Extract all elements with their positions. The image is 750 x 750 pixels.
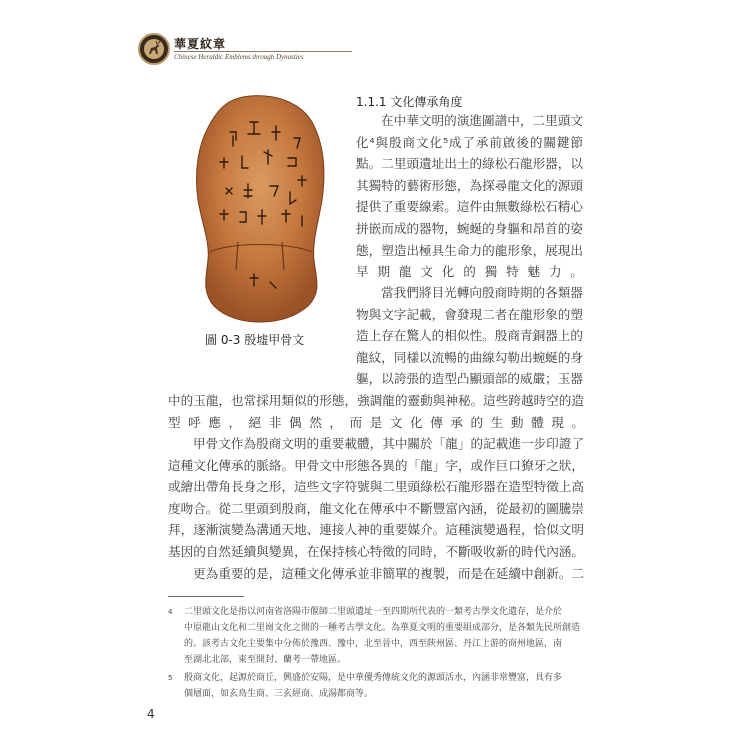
text-line: 提供了重要線索。這件由無數綠松石精心	[356, 199, 583, 215]
text-line: 在中華文明的演進圖譜中，二里頭文	[381, 113, 583, 128]
paragraph-2	[356, 282, 583, 390]
footnote-line: 至湖北北部，東至開封、蘭考一帶地區。	[184, 655, 347, 665]
footnote-line: 中原龍山文化和二里崗文化之間的一種考古學文化。為華夏文明的重要組成部分，是各類先民所創造	[184, 623, 581, 633]
text-line: 點。二里頭遺址出土的綠松石龍形器，以	[356, 156, 583, 172]
paragraph-2-continued	[168, 390, 584, 433]
text-line: 軀，以誇張的造型凸顯頭部的威嚴；玉器	[356, 371, 583, 387]
text-line: 中的玉龍，也常採用類似的形態，強調龍的靈動與神秘。這些跨越時空的造	[168, 393, 584, 408]
text-line: 更為重要的是，這種文化傳承並非簡單的複製，而是在延續中創新。二	[193, 566, 584, 581]
header-subtitle: Chinese Heraldic Emblems through Dynasties	[174, 53, 304, 61]
text-line: 或繪出帶角長身之形，這些文字符號與二里頭綠松石龍形器在造型特徵上高	[168, 479, 584, 495]
paragraph-1	[356, 110, 583, 283]
section-heading: 1.1.1 文化傳承角度	[356, 95, 463, 109]
text-line: 其獨特的藝術形態，為探尋龍文化的源頭	[356, 177, 583, 193]
text-line: 型呼應，絕非偶然，而是文化傳承的生動體現。	[168, 414, 584, 430]
deer-emblem-icon	[138, 33, 170, 65]
text-line: 造上存在驚人的相似性。殷商青銅器上的	[356, 328, 583, 344]
running-header	[138, 33, 328, 69]
text-line: 化⁴與殷商文化⁵成了承前啟後的關鍵節	[356, 134, 583, 150]
footnote-line: 個層面，如玄鳥生商、三玄經商、成湯都商等。	[184, 689, 374, 699]
text-line: 拼嵌而成的器物，蜿蜒的身軀和昂首的姿	[356, 220, 583, 236]
text-line: 態，塑造出極具生命力的龍形象，展現出	[356, 242, 583, 258]
footnote-rule	[168, 596, 244, 597]
text-line: 拜，逐漸演變為溝通天地、連接人神的重要媒介。這種演變過程，恰似文明	[168, 522, 584, 538]
figure-caption: 圖 0-3 殷墟甲骨文	[205, 333, 305, 347]
text-line: 當我們將目光轉向殷商時期的各類器	[381, 285, 583, 300]
footnote-line: 二里頭文化是指以河南省洛陽市偃師二里頭遺址一至四期所代表的一類考古學文化遺存，是介於	[184, 607, 563, 617]
footnote-number: 5	[168, 674, 173, 682]
header-title: 華夏紋章	[174, 37, 227, 51]
oracle-bone-image	[190, 92, 330, 324]
footnote-line: 的。該考古文化主要集中分佈於豫西、豫中，北至晉中，西至陝州區、丹江上游的商州地區，南	[184, 639, 563, 649]
text-line: 物與文字記載，會發現二者在龍形象的塑	[356, 306, 583, 322]
text-line: 度吻合。從二里頭到殷商，龍文化在傳承中不斷豐富內涵，從最初的圖騰崇	[168, 500, 584, 516]
page-number: 4	[147, 707, 155, 721]
footnote-number: 4	[168, 608, 173, 616]
paragraph-3	[168, 433, 584, 563]
header-divider	[174, 51, 352, 52]
text-line: 早期龍文化的獨特魅力。	[356, 264, 583, 280]
paragraph-4	[168, 563, 584, 585]
text-line: 基因的自然延續與變異，在保持核心特徵的同時，不斷吸收新的時代內涵。	[168, 543, 584, 559]
text-line: 這種文化傳承的脈絡。甲骨文中形態各異的「龍」字，或作巨口獠牙之狀，	[168, 457, 584, 473]
text-line: 甲骨文作為殷商文明的重要載體，其中關於「龍」的記載進一步印證了	[193, 436, 584, 451]
text-line: 龍紋，同樣以流暢的曲線勾勒出蜿蜒的身	[356, 349, 583, 365]
footnote-line: 殷商文化，起源於商丘，興盛於安陽，是中華優秀傳統文化的源頭活水，內涵非常豐富，具有多	[184, 673, 563, 683]
